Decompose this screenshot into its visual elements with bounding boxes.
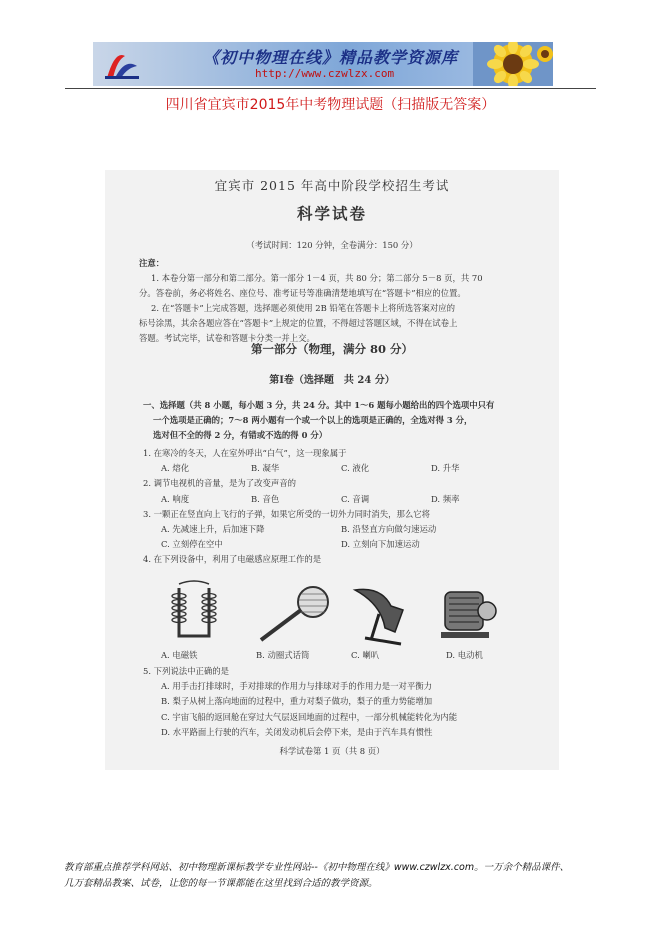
notice-line: 2. 在“答题卡”上完成答题，选择题必须使用 2B 铅笔在答题卡上将所选答案对应的 <box>151 303 456 313</box>
question-stem: 1. 在寒冷的冬天，人在室外呼出“白气”，这一现象属于 <box>143 448 347 458</box>
loudspeaker-icon <box>351 584 411 648</box>
option: D. 立刻向下加速运动 <box>341 539 420 550</box>
site-logo-icon <box>101 46 141 82</box>
intro-line: 一、选择题（共 8 小题，每小题 3 分，共 24 分。其中 1～6 题每小题给出的四个选项中只有 <box>143 400 495 410</box>
question-stem: 4. 在下列设备中，利用了电磁感应原理工作的是 <box>143 554 322 565</box>
intro-line: 一个选项是正确的；7～8 两小题有一个或一个以上的选项是正确的，全选对得 3 分， <box>153 415 473 425</box>
exam-time-note: （考试时间：120 分钟，全卷满分：150 分） <box>246 240 418 250</box>
questions-1-4 <box>143 446 553 568</box>
notice-line: 标号涂黑，其余各题应答在“答题卡”上规定的位置，不得超过答题区域，不得在试卷上 <box>139 318 458 328</box>
option: A. 响度 <box>161 493 190 504</box>
question-stem: 3. 一颗正在竖直向上飞行的子弹，如果它所受的一切外力同时消失，那么它将 <box>143 508 431 519</box>
exam-subject: 科学试卷 <box>296 204 367 223</box>
question-options <box>143 537 553 552</box>
electromagnet-icon <box>169 580 219 644</box>
option: A. 熔化 <box>161 463 190 474</box>
part-title: 第一部分（物理，满分 80 分） <box>250 342 413 356</box>
option: B. 动圈式话筒 <box>256 650 310 660</box>
option: C. 喇叭 <box>351 650 380 660</box>
exam-title: 宜宾市 2015 年高中阶段学校招生考试 <box>214 178 450 193</box>
header-rule <box>65 88 596 89</box>
question-options <box>143 461 553 476</box>
volume-title: 第Ⅰ卷（选择题 共 24 分） <box>269 375 395 386</box>
section-intro <box>143 398 543 443</box>
document-title: 四川省宜宾市2015年中考物理试题（扫描版无答案） <box>165 97 496 113</box>
option: B. 沿竖直方向做匀速运动 <box>341 523 437 534</box>
exam-page-number: 科学试卷第 1 页（共 8 页） <box>279 746 385 756</box>
question-4-figures <box>155 580 555 658</box>
site-footer-line: 教育部重点推荐学科网站、初中物理新课标教学专业性网站--《初中物理在线》www.czwlzx.com。一万余个精品课件、 <box>64 862 570 873</box>
banner-title: 《初中物理在线》精品教学资源库 <box>203 48 459 67</box>
question-5 <box>143 664 553 740</box>
exam-notice <box>139 256 539 346</box>
notice-line: 分。答卷前，务必将姓名、座位号、准考证号等准确清楚地填写在“答题卡”相应的位置。 <box>139 288 466 298</box>
banner-url[interactable]: http://www.czwlzx.com <box>255 67 395 80</box>
option: B. 音色 <box>251 493 280 504</box>
option: B. 梨子从树上落向地面的过程中，重力对梨子做功，梨子的重力势能增加 <box>161 696 433 707</box>
option: D. 水平路面上行驶的汽车，关闭发动机后会停下来，是由于汽车具有惯性 <box>161 726 433 737</box>
option: A. 用手击打排球时，手对排球的作用力与排球对手的作用力是一对平衡力 <box>161 681 432 692</box>
scanned-exam-page <box>105 170 559 770</box>
option: D. 升华 <box>431 463 460 474</box>
option: B. 凝华 <box>251 463 280 474</box>
notice-line: 答题。考试完毕，试卷和答题卡分类一并上交。 <box>139 333 315 343</box>
option: D. 频率 <box>431 493 460 504</box>
option: C. 立刻停在空中 <box>161 539 223 550</box>
notice-label: 注意： <box>139 258 165 268</box>
site-banner <box>93 42 553 86</box>
notice-line: 1. 本卷分第一部分和第二部分。第一部分 1－4 页，共 80 分；第二部分 5－8 页，共 70 <box>151 273 483 283</box>
question-stem: 5. 下列说法中正确的是 <box>143 666 230 676</box>
intro-line: 选对但不全的得 2 分，有错或不选的得 0 分） <box>153 430 328 440</box>
site-footer <box>64 860 604 892</box>
sunflower-icon <box>473 42 553 86</box>
option: D. 电动机 <box>446 650 483 660</box>
question-4-options <box>161 648 541 663</box>
option: C. 液化 <box>341 463 370 474</box>
option: A. 电磁铁 <box>161 650 198 660</box>
option: C. 宇宙飞船的返回舱在穿过大气层返回地面的过程中，一部分机械能转化为内能 <box>161 711 458 722</box>
option: A. 先减速上升，后加速下降 <box>161 523 265 534</box>
electric-motor-icon <box>435 586 499 644</box>
question-stem: 2. 调节电视机的音量，是为了改变声音的 <box>143 478 297 489</box>
site-footer-line: 几万套精品教案、试卷，让您的每一节课都能在这里找到合适的教学资源。 <box>64 878 378 889</box>
question-options <box>143 522 553 537</box>
question-options <box>143 492 553 507</box>
option: C. 音调 <box>341 493 370 504</box>
microphone-icon <box>255 584 335 644</box>
